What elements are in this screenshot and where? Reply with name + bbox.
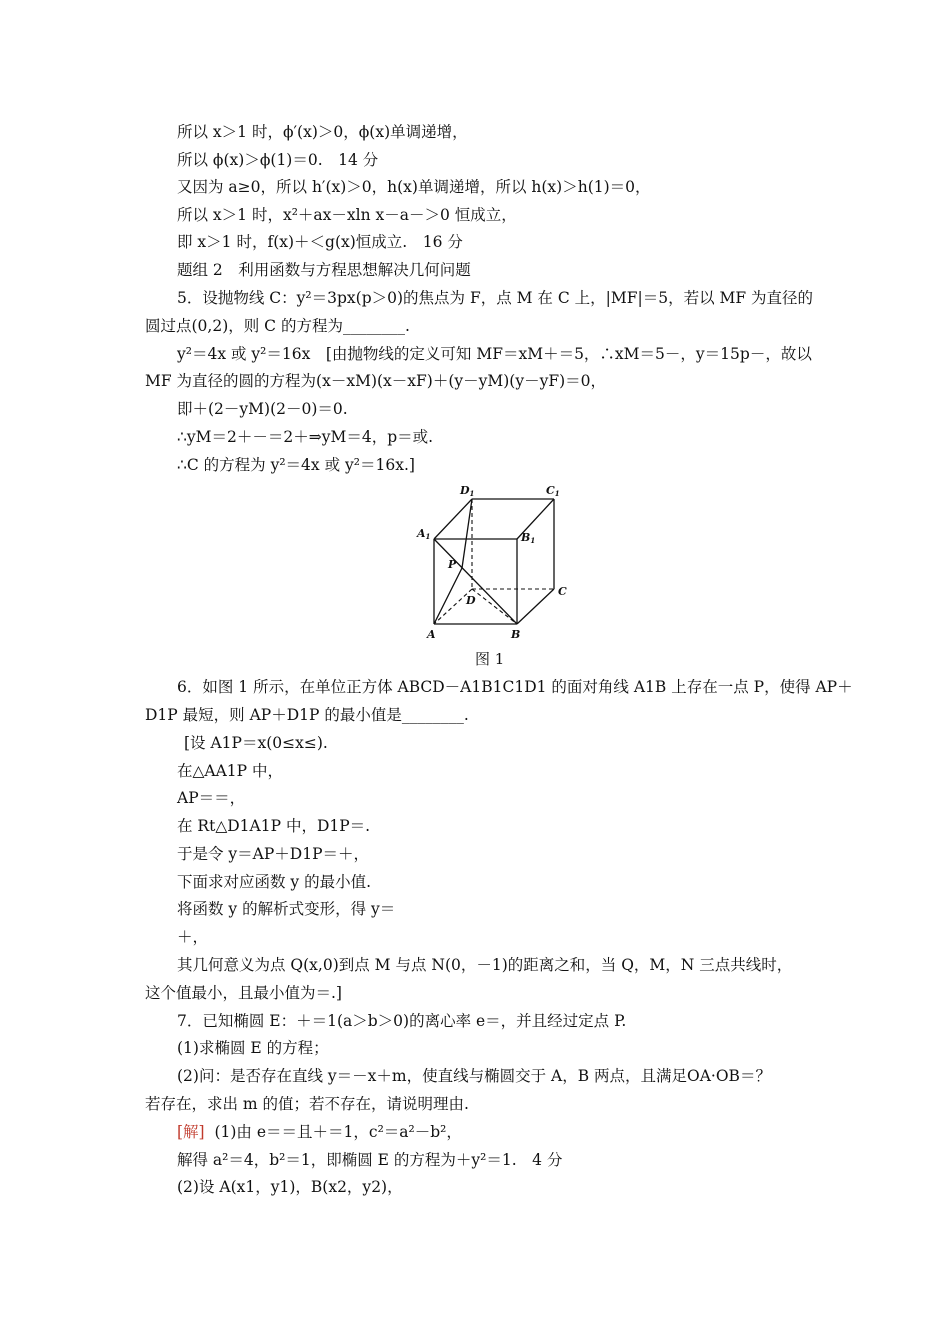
text-line: 所以 x＞1 时，x²＋ax－xln x－a－＞0 恒成立，: [177, 206, 517, 224]
section-heading: 题组 2 利用函数与方程思想解决几何问题: [177, 261, 471, 279]
text-line: D1P 最短，则 AP＋D1P 的最小值是________.: [145, 706, 469, 724]
vertex-label-P: P: [448, 558, 457, 571]
text-line: 7．已知椭圆 E：＋＝1(a＞b＞0)的离心率 e＝，并且经过定点 P.: [177, 1012, 627, 1030]
text-line: 在△AA1P 中，: [177, 762, 284, 780]
text-line: 所以 ϕ(x)＞ϕ(1)＝0. 14 分: [177, 151, 379, 169]
vertex-label-A: A: [427, 628, 436, 641]
text-line: 圆过点(0,2)，则 C 的方程为________.: [145, 317, 410, 335]
vertex-label-B: B: [511, 628, 521, 641]
solution-text: (1)由 e＝＝且＋＝1，c²＝a²－b²，: [214, 1123, 462, 1141]
cube-figure: [410, 482, 580, 662]
text-line: 5．设抛物线 C：y²＝3px(p＞0)的焦点为 F，点 M 在 C 上，|MF|＝5，若以 MF 为直径的: [177, 289, 814, 307]
text-line: 下面求对应函数 y 的最小值.: [177, 873, 372, 891]
text-line: MF 为直径的圆的方程为(x－xM)(x－xF)＋(y－yM)(y－yF)＝0，: [145, 372, 607, 390]
text-line: 所以 x＞1 时，ϕ′(x)＞0，ϕ(x)单调递增，: [177, 123, 468, 141]
text-line: (2)设 A(x1，y1)，B(x2，y2)，: [177, 1178, 403, 1196]
cube-diagram: [410, 482, 580, 652]
vertex-label-D1: D1: [460, 484, 475, 498]
text-line: ∴yM＝2＋－＝2＋⇒yM＝4，p＝或.: [177, 428, 434, 446]
text-line: 将函数 y 的解析式变形，得 y＝: [177, 900, 396, 918]
text-line: 这个值最小，且最小值为＝.]: [145, 984, 342, 1002]
figure-caption: 图 1: [475, 650, 505, 668]
text-line: 若存在，求出 m 的值；若不存在，请说明理由.: [145, 1095, 469, 1113]
vertex-label-A1: A1: [417, 527, 431, 541]
text-line: [设 A1P＝x(0≤x≤).: [184, 734, 328, 752]
text-line: AP＝＝，: [177, 789, 246, 807]
text-line: 解得 a²＝4，b²＝1，即椭圆 E 的方程为＋y²＝1. 4 分: [177, 1151, 563, 1169]
text-line: 在 Rt△D1A1P 中，D1P＝.: [177, 817, 371, 835]
vertex-label-C1: C1: [546, 484, 560, 498]
text-line: 即＋(2－yM)(2－0)＝0.: [177, 400, 348, 418]
text-line: (2)问：是否存在直线 y＝－x＋m，使直线与椭圆交于 A，B 两点，且满足OA·OB＝？: [177, 1067, 771, 1085]
text-line: 于是令 y＝AP＋D1P＝＋，: [177, 845, 370, 863]
text-line: y²＝4x 或 y²＝16x [由抛物线的定义可知 MF＝xM＋＝5，∴xM＝5－，y＝15p－，故以: [177, 345, 812, 363]
vertex-label-B1: B1: [521, 531, 536, 545]
vertex-label-C: C: [558, 585, 567, 598]
text-line: 又因为 a≥0，所以 h′(x)＞0，h(x)单调递增，所以 h(x)＞h(1)＝0，: [177, 178, 651, 196]
text-line: 6．如图 1 所示，在单位正方体 ABCD－A1B1C1D1 的面对角线 A1B 上存在一点 P，使得 AP＋: [177, 678, 853, 696]
solution-tag: [解]: [177, 1123, 205, 1141]
text-line: ∴C 的方程为 y²＝4x 或 y²＝16x.]: [177, 456, 415, 474]
text-line: (1)求椭圆 E 的方程；: [177, 1039, 329, 1057]
vertex-label-D: D: [466, 594, 476, 607]
text-line: 其几何意义为点 Q(x,0)到点 M 与点 N(0，－1)的距离之和，当 Q，M，N 三点共线时，: [177, 956, 793, 974]
text-line: 即 x＞1 时，f(x)＋＜g(x)恒成立. 16 分: [177, 233, 463, 251]
solution-line: [177, 1122, 462, 1142]
text-line: ＋，: [177, 928, 209, 946]
